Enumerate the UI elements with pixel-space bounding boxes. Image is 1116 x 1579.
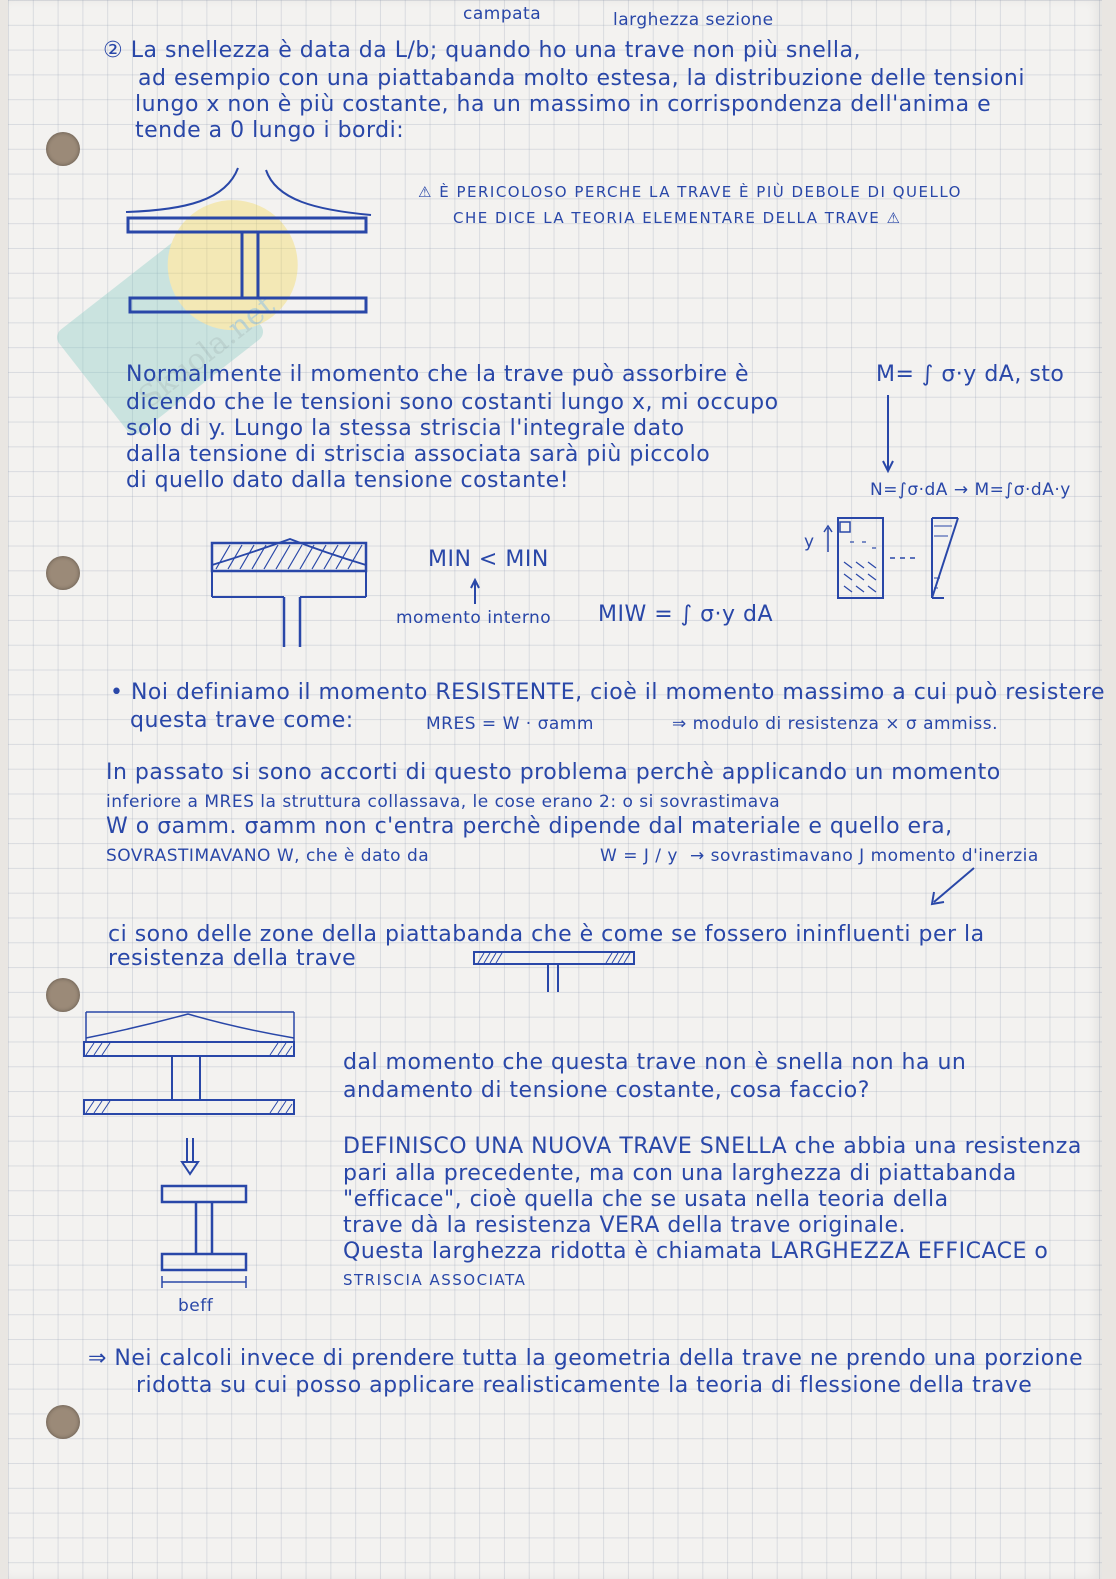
text-line: ⇒ modulo di resistenza × σ ammiss. [672, 714, 998, 734]
arrow-down-large [180, 1138, 200, 1178]
formula-w: W = J / y [600, 846, 678, 866]
text-line: ② La snellezza è data da L/b; quando ho una trave non più snella, [103, 38, 861, 63]
watermark-logo: Skuola.net [0, 48, 484, 511]
warning-text: ⚠ È PERICOLOSO PERCHE LA TRAVE È PIÙ DEBOLE DI QUELLO [418, 183, 962, 201]
formula-n-m: N=∫σ·dA → M=∫σ·dA·y [870, 480, 1071, 500]
text-line: pari alla precedente, ma con una larghezza di piattabanda [343, 1161, 1017, 1186]
text-line: trave dà la resistenza VERA della trave originale. [343, 1213, 907, 1238]
text-line: Normalmente il momento che la trave può assorbire è [126, 362, 750, 387]
warning-text: CHE DICE LA TEORIA ELEMENTARE DELLA TRAVE ⚠ [453, 209, 902, 227]
text-line: tende a 0 lungo i bordi: [135, 118, 405, 143]
text-line: dalla tensione di striscia associata sarà più piccolo [126, 442, 711, 467]
label-momento-interno: momento interno [396, 608, 552, 628]
text-line: W o σamm. σamm non c'entra perchè dipende dal materiale e quello era, [106, 814, 953, 839]
text-line: "efficace", cioè quella che se usata nella teoria della [343, 1187, 949, 1212]
text-line: Questa larghezza ridotta è chiamata LARGHEZZA EFFICACE o [343, 1239, 1049, 1264]
annotation-campata: campata [463, 4, 542, 24]
small-tbeam-figure [470, 948, 640, 996]
text-line: SOVRASTIMAVANO W, che è dato da [106, 846, 430, 866]
text-line: → sovrastimavano J momento d'inerzia [690, 846, 1039, 866]
binder-hole [46, 978, 80, 1012]
notebook-page [8, 0, 1106, 1579]
text-line: ad esempio con una piattabanda molto estesa, la distribuzione delle tensioni [138, 66, 1025, 91]
text-line: dal momento che questa trave non è snella non ha un [343, 1050, 967, 1075]
text-line: inferiore a MRES la struttura collassava, le cose erano 2: o si sovrastimava [106, 792, 781, 812]
text-line: di quello dato dalla tensione costante! [126, 468, 570, 493]
text-line: ridotta su cui posso applicare realisticamente la teoria di flessione della trave [136, 1373, 1033, 1398]
ibeam-parabolic-figure [76, 1008, 306, 1133]
text-line: dicendo che le tensioni sono costanti lungo x, mi occupo [126, 390, 779, 415]
formula-mres: MRES = W · σamm [426, 714, 594, 734]
text-line: andamento di tensione costante, cosa faccio? [343, 1078, 870, 1103]
text-line: questa trave come: [130, 708, 354, 733]
binder-hole [46, 556, 80, 590]
formula-moment: M= ∫ σ·y dA, sto [876, 362, 1065, 387]
y-label: y [804, 532, 815, 552]
text-line: STRISCIA ASSOCIATA [343, 1271, 527, 1289]
annotation-larghezza: larghezza sezione [613, 10, 774, 30]
text-line: ⇒ Nei calcoli invece di prendere tutta la geometria della trave ne prendo una porzione [88, 1346, 1084, 1371]
formula-miw: MIW = ∫ σ·y dA [598, 602, 774, 627]
formula-min-compare: MIN < MIN [428, 547, 549, 572]
beff-label: beff [178, 1296, 214, 1316]
text-line: In passato si sono accorti di questo problema perchè applicando un momento [106, 760, 1001, 785]
effective-ibeam-figure [154, 1182, 254, 1292]
text-line: ci sono delle zone della piattabanda che è come se fossero ininfluenti per la [108, 922, 985, 947]
text-line: • Noi definiamo il momento RESISTENTE, cioè il momento massimo a cui può resistere [110, 680, 1106, 705]
tbeam-hatched-figure [206, 535, 376, 655]
binder-hole [46, 132, 80, 166]
arrow-down [883, 395, 893, 475]
arrow-diagonal [928, 866, 978, 906]
text-line: resistenza della trave [108, 946, 357, 971]
ibeam-stress-figure [116, 160, 376, 320]
arrow-up [470, 578, 480, 604]
text-line: lungo x non è più costante, ha un massimo in corrispondenza dell'anima e [135, 92, 992, 117]
binder-hole [46, 1405, 80, 1439]
text-line: DEFINISCO UNA NUOVA TRAVE SNELLA che abbia una resistenza [343, 1134, 1082, 1159]
strip-stress-diagram [820, 512, 970, 602]
text-line: solo di y. Lungo la stessa striscia l'integrale dato [126, 416, 685, 441]
